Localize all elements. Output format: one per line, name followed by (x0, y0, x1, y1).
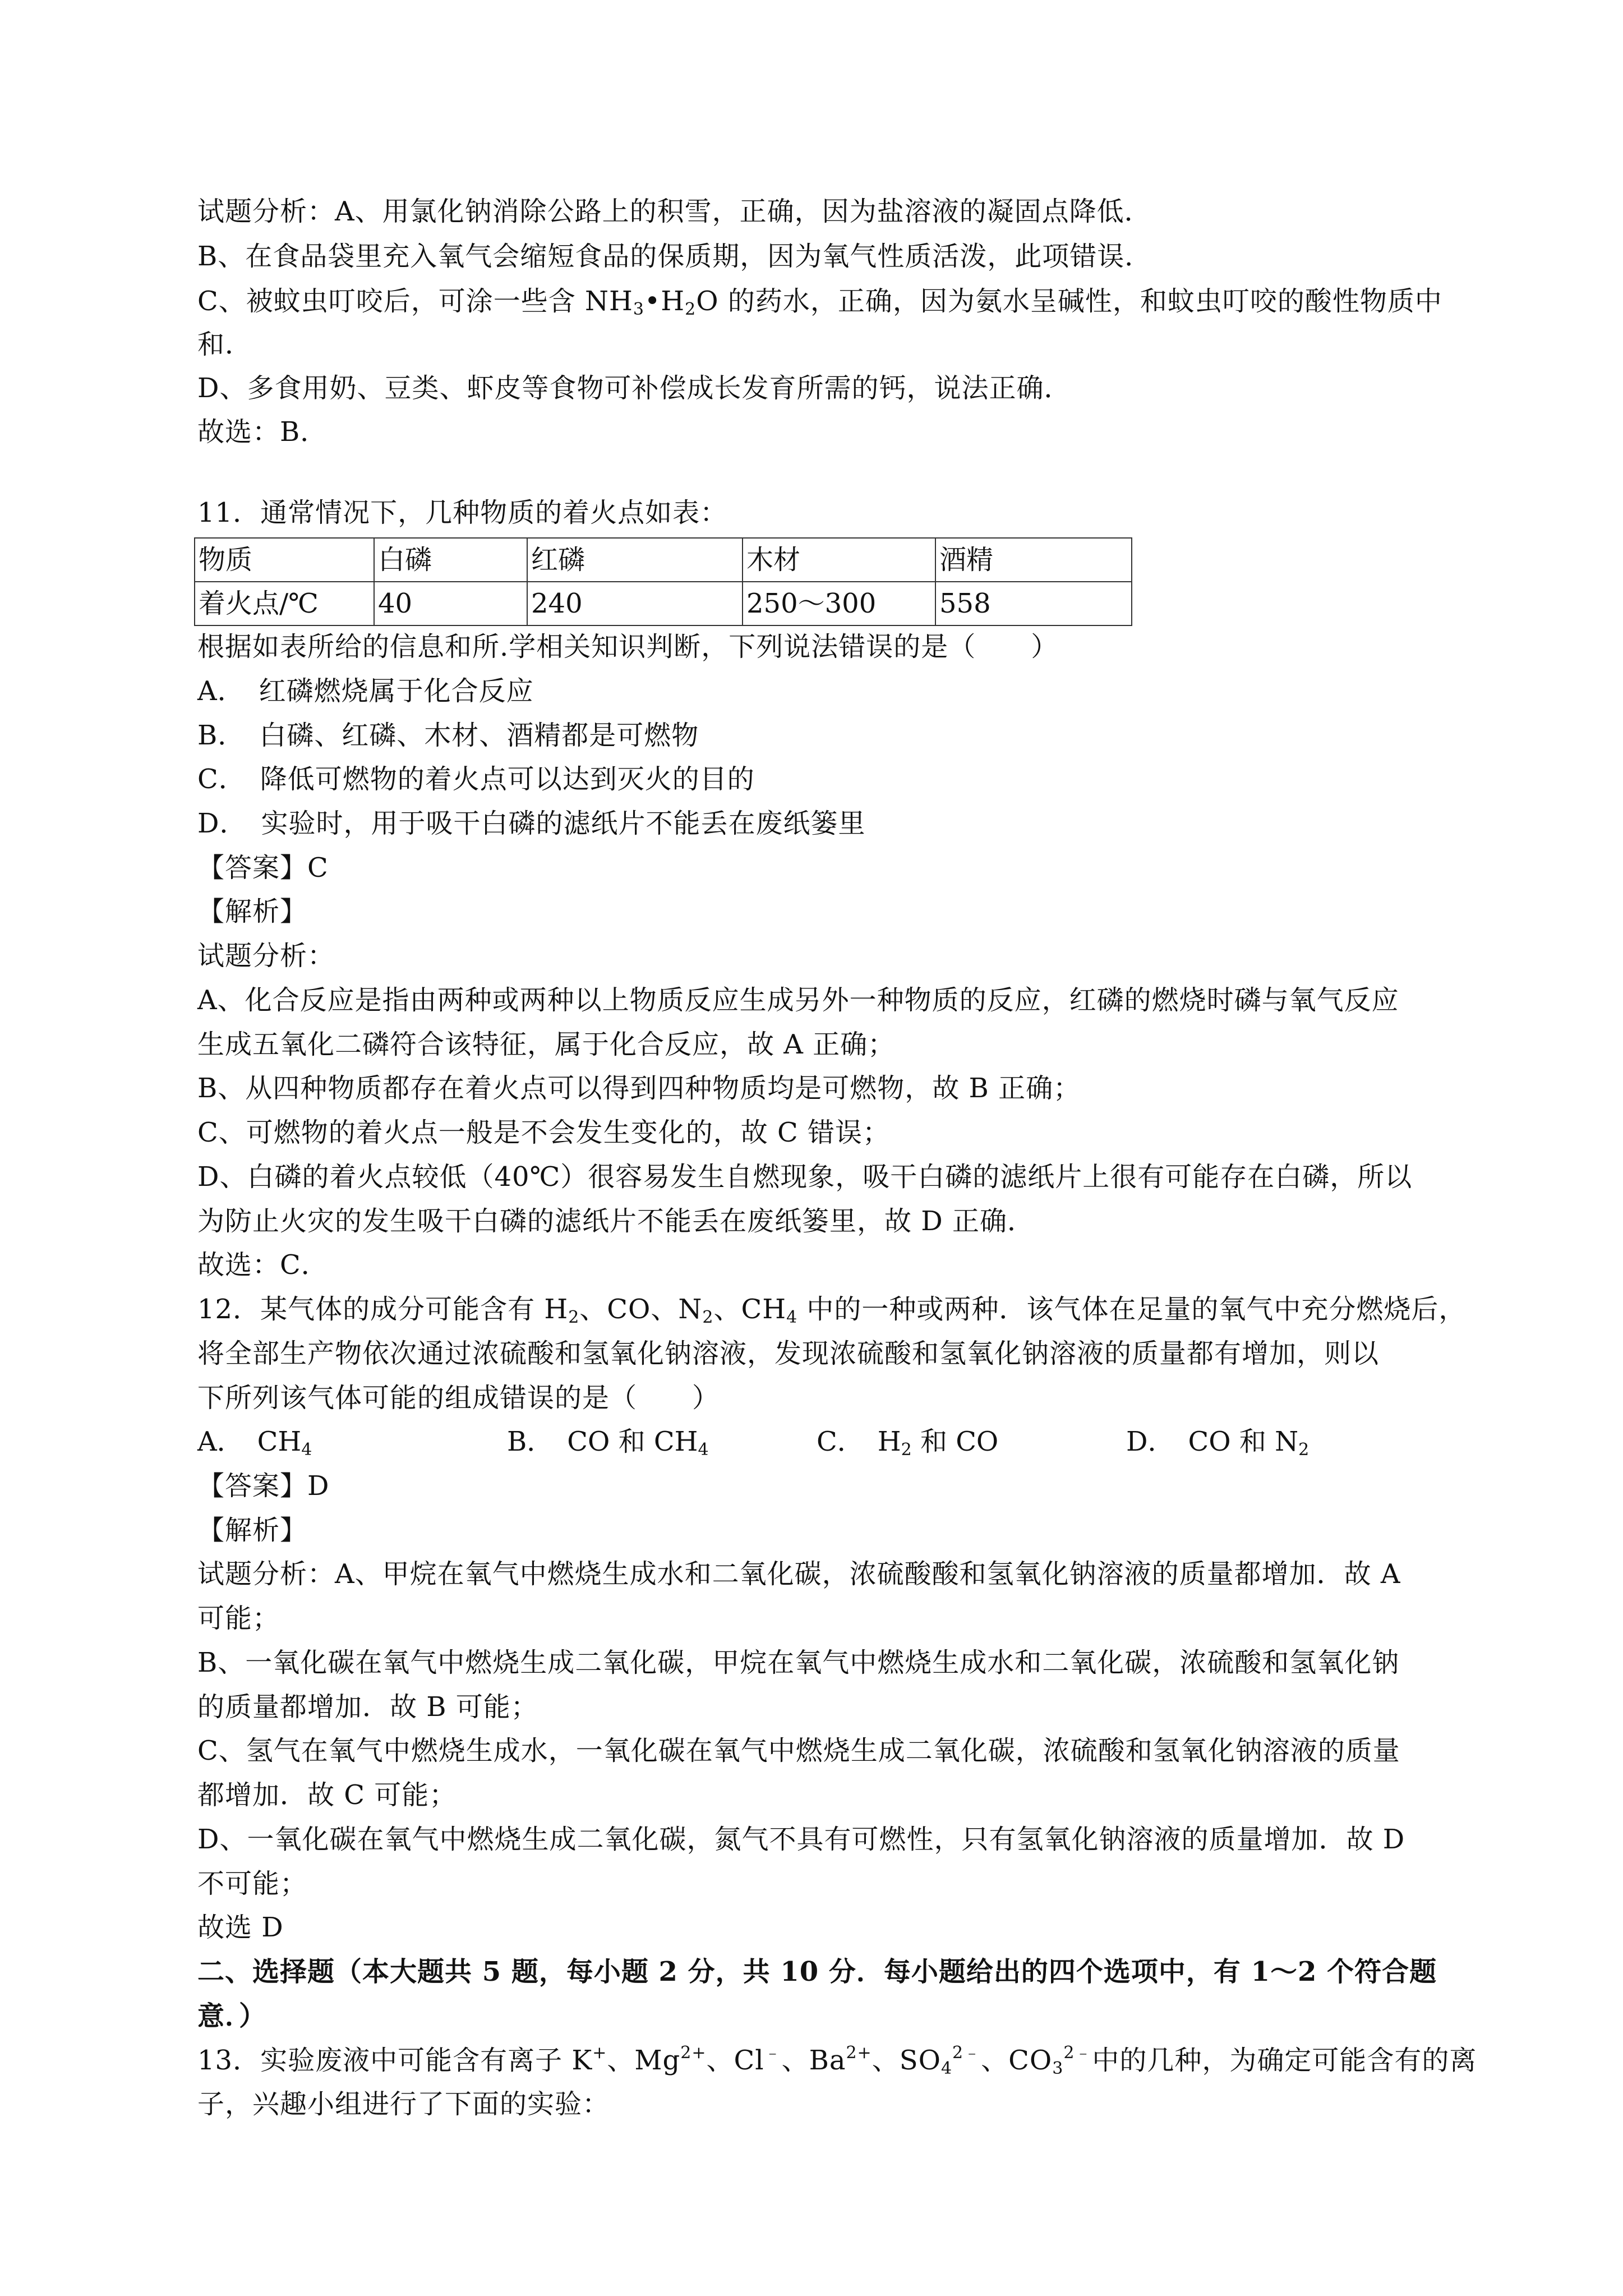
q12-analysis-line: D、一氧化碳在氧气中燃烧生成二氧化碳，氮气不具有可燃性，只有氢氧化钠溶液的质量增加．故 D (197, 1824, 1405, 1855)
q12-option-b: B． CO 和 $CH_4$ (507, 1426, 709, 1460)
table-cell: 558 (935, 582, 1132, 625)
q11-analysis-line: B、从四种物质都存在着火点可以得到四种物质均是可燃物，故 B 正确； (197, 1073, 1081, 1104)
table-cell: 酒精 (935, 538, 1132, 582)
q11-analysis-line: 为防止火灾的发生吸干白磷的滤纸片不能丢在废纸篓里，故 D 正确． (197, 1205, 1035, 1237)
q10-analysis-c: C、被蚊虫叮咬后，可涂一些含 $NH_3•H_2O$ 的药水，正确，因为氨水呈碱性，和蚊虫叮咬的酸性物质中 (197, 286, 1442, 319)
table-row (195, 538, 1132, 582)
q12-analysis-line: B、一氧化碳在氧气中燃烧生成二氧化碳，甲烷在氧气中燃烧生成水和二氧化碳，浓硫酸和氢氧化钠 (197, 1647, 1400, 1678)
ignition-point-table (194, 537, 1132, 626)
q12-analysis-line: C、氢气在氧气中燃烧生成水，一氧化碳在氧气中燃烧生成二氧化碳，浓硫酸和氢氧化钠溶液的质量 (197, 1735, 1400, 1766)
section-2-heading-wrap: 意．） (197, 2000, 267, 2032)
q10-analysis-c-wrap: 和． (197, 329, 253, 360)
q12-analysis-line: 不可能； (197, 1868, 308, 1899)
table-cell: 白磷 (374, 538, 527, 582)
q12-analysis-line: 故选 D (197, 1912, 284, 1943)
q13-stem-line2: 子，兴趣小组进行了下面的实验： (197, 2088, 610, 2120)
q11-analysis-line: 试题分析： (197, 940, 335, 972)
q11-analysis-line: C、可燃物的着火点一般是不会发生变化的，故 C 错误； (197, 1117, 890, 1148)
q12-analysis-line: 的质量都增加．故 B 可能； (197, 1691, 538, 1723)
q11-question: 根据如表所给的信息和所.学相关知识判断，下列说法错误的是（ ） (197, 631, 1059, 662)
q12-analysis-line: 试题分析：A、甲烷在氧气中燃烧生成水和二氧化碳，浓硫酸酸和氢氧化钠溶液的质量都增加．故 A (197, 1558, 1401, 1590)
q12-stem-line2: 将全部生产物依次通过浓硫酸和氢氧化钠溶液，发现浓硫酸和氢氧化钠溶液的质量都有增加，则以 (197, 1338, 1380, 1369)
q11-jiexi: 【解析】 (197, 896, 308, 927)
table-cell: 红磷 (527, 538, 743, 582)
q12-option-c: C． $H_2$ 和 CO (817, 1426, 999, 1460)
table-cell: 240 (527, 582, 743, 625)
q11-analysis-line: 生成五氧化二磷符合该特征，属于化合反应，故 A 正确； (197, 1029, 896, 1060)
q11-analysis-line: D、白磷的着火点较低（40℃）很容易发生自燃现象，吸干白磷的滤纸片上很有可能存在白磷，所以 (197, 1161, 1413, 1193)
table-cell: 物质 (195, 538, 374, 582)
q11-option-b: B． 白磷、红磷、木材、酒精都是可燃物 (197, 720, 699, 751)
q11-stem: 11．通常情况下，几种物质的着火点如表： (197, 497, 728, 528)
table-cell: 着火点/℃ (195, 582, 374, 625)
q12-analysis-line: 可能； (197, 1603, 280, 1634)
q12-stem-line1: 12．某气体的成分可能含有 $H_2$、CO、$N_2$、$CH_4$ 中的一种或两种．该气体在足量的氧气中充分燃烧后， (197, 1294, 1467, 1327)
q12-analysis-line: 都增加．故 C 可能； (197, 1779, 457, 1811)
q10-analysis-b: B、在食品袋里充入氧气会缩短食品的保质期，因为氧气性质活泼，此项错误． (197, 241, 1152, 272)
q10-analysis-d: D、多食用奶、豆类、虾皮等食物可补偿成长发育所需的钙，说法正确． (197, 372, 1072, 404)
q11-option-d: D． 实验时，用于吸干白磷的滤纸片不能丢在废纸篓里 (197, 808, 866, 839)
q12-answer: 【答案】D (197, 1470, 330, 1502)
q11-answer: 【答案】C (197, 852, 329, 884)
q11-analysis-line: 故选：C． (197, 1249, 329, 1281)
q12-option-d: D． CO 和 $N_2$ (1126, 1426, 1310, 1460)
table-cell: 木材 (743, 538, 935, 582)
q11-analysis-line: A、化合反应是指由两种或两种以上物质反应生成另外一种物质的反应，红磷的燃烧时磷与氧气反应 (197, 984, 1399, 1016)
q10-analysis-a: 试题分析：A、用氯化钠消除公路上的积雪，正确，因为盐溶液的凝固点降低． (197, 196, 1152, 227)
q12-option-a: A． $CH_4$ (197, 1426, 312, 1460)
table-cell: 250～300 (743, 582, 935, 625)
q10-choice: 故选：B． (197, 416, 328, 448)
q11-option-a: A． 红磷燃烧属于化合反应 (197, 675, 534, 707)
q13-stem-line1: 13．实验废液中可能含有离子 K+、$Mg^{2+}$、Cl﹣、$Ba^{2+}$、$SO_4^{2﹣}$、$CO_3^{2﹣}$中的几种，为确定可能含有的离 (197, 2043, 1477, 2078)
q12-jiexi: 【解析】 (197, 1515, 308, 1546)
q11-option-c: C． 降低可燃物的着火点可以达到灭火的目的 (197, 763, 755, 795)
section-2-heading: 二、选择题（本大题共 5 题，每小题 2 分，共 10 分．每小题给出的四个选项中，有 1～2 个符合题 (197, 1956, 1437, 1987)
table-row (195, 582, 1132, 625)
q12-stem-line3: 下所列该气体可能的组成错误的是（ ） (197, 1382, 720, 1414)
table-cell: 40 (374, 582, 527, 625)
